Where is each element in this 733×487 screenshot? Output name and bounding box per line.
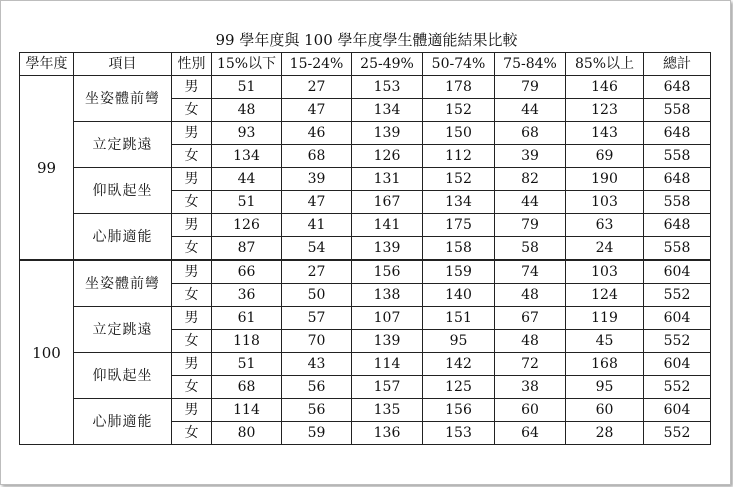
value-cell: 74 — [495, 260, 566, 284]
value-cell: 54 — [282, 237, 352, 261]
item-cell: 心肺適能 — [74, 214, 172, 261]
year-cell: 100 — [20, 260, 74, 445]
value-cell: 140 — [423, 284, 495, 307]
table-row — [20, 76, 711, 99]
value-cell: 79 — [495, 214, 566, 237]
sex-cell: 男 — [172, 399, 212, 422]
value-cell: 66 — [212, 260, 282, 284]
value-cell: 27 — [282, 260, 352, 284]
value-cell: 82 — [495, 168, 566, 191]
value-cell: 79 — [495, 76, 566, 99]
value-cell: 139 — [352, 237, 423, 261]
value-cell: 107 — [352, 307, 423, 330]
value-cell: 67 — [495, 307, 566, 330]
value-cell: 56 — [282, 399, 352, 422]
value-cell: 50 — [282, 284, 352, 307]
table-row — [20, 122, 711, 145]
total-cell: 558 — [644, 145, 711, 168]
value-cell: 123 — [566, 99, 644, 122]
total-cell: 558 — [644, 99, 711, 122]
value-cell: 139 — [352, 122, 423, 145]
value-cell: 47 — [282, 99, 352, 122]
value-cell: 44 — [495, 99, 566, 122]
total-cell: 552 — [644, 422, 711, 445]
header-cell: 85%以上 — [566, 53, 644, 76]
total-cell: 648 — [644, 76, 711, 99]
sex-cell: 女 — [172, 422, 212, 445]
value-cell: 143 — [566, 122, 644, 145]
value-cell: 27 — [282, 76, 352, 99]
value-cell: 175 — [423, 214, 495, 237]
sex-cell: 女 — [172, 330, 212, 353]
header-cell: 25-49% — [352, 53, 423, 76]
value-cell: 136 — [352, 422, 423, 445]
table-body — [20, 76, 711, 445]
header-cell: 總計 — [644, 53, 711, 76]
value-cell: 58 — [495, 237, 566, 261]
value-cell: 168 — [566, 353, 644, 376]
value-cell: 190 — [566, 168, 644, 191]
value-cell: 152 — [423, 168, 495, 191]
total-cell: 648 — [644, 214, 711, 237]
total-cell: 604 — [644, 260, 711, 284]
value-cell: 47 — [282, 191, 352, 214]
value-cell: 150 — [423, 122, 495, 145]
value-cell: 103 — [566, 260, 644, 284]
value-cell: 51 — [212, 76, 282, 99]
table-row — [20, 399, 711, 422]
table-row — [20, 353, 711, 376]
value-cell: 118 — [212, 330, 282, 353]
sex-cell: 女 — [172, 99, 212, 122]
value-cell: 70 — [282, 330, 352, 353]
table-row — [20, 168, 711, 191]
value-cell: 24 — [566, 237, 644, 261]
item-cell: 心肺適能 — [74, 399, 172, 445]
value-cell: 60 — [495, 399, 566, 422]
value-cell: 68 — [212, 376, 282, 399]
value-cell: 87 — [212, 237, 282, 261]
value-cell: 48 — [495, 330, 566, 353]
value-cell: 95 — [423, 330, 495, 353]
value-cell: 141 — [352, 214, 423, 237]
item-cell: 坐姿體前彎 — [74, 260, 172, 307]
value-cell: 68 — [282, 145, 352, 168]
value-cell: 64 — [495, 422, 566, 445]
value-cell: 69 — [566, 145, 644, 168]
sex-cell: 女 — [172, 284, 212, 307]
value-cell: 114 — [212, 399, 282, 422]
value-cell: 158 — [423, 237, 495, 261]
value-cell: 56 — [282, 376, 352, 399]
value-cell: 46 — [282, 122, 352, 145]
value-cell: 112 — [423, 145, 495, 168]
header-cell: 15-24% — [282, 53, 352, 76]
value-cell: 39 — [282, 168, 352, 191]
total-cell: 604 — [644, 399, 711, 422]
value-cell: 135 — [352, 399, 423, 422]
item-cell: 仰臥起坐 — [74, 353, 172, 399]
value-cell: 103 — [566, 191, 644, 214]
value-cell: 36 — [212, 284, 282, 307]
header-cell: 性別 — [172, 53, 212, 76]
value-cell: 167 — [352, 191, 423, 214]
value-cell: 72 — [495, 353, 566, 376]
value-cell: 51 — [212, 191, 282, 214]
header-cell: 15%以下 — [212, 53, 282, 76]
total-cell: 552 — [644, 284, 711, 307]
table-row — [20, 214, 711, 237]
value-cell: 159 — [423, 260, 495, 284]
value-cell: 178 — [423, 76, 495, 99]
value-cell: 44 — [495, 191, 566, 214]
header-cell: 學年度 — [20, 53, 74, 76]
value-cell: 28 — [566, 422, 644, 445]
value-cell: 80 — [212, 422, 282, 445]
value-cell: 146 — [566, 76, 644, 99]
sex-cell: 男 — [172, 122, 212, 145]
total-cell: 604 — [644, 307, 711, 330]
total-cell: 552 — [644, 376, 711, 399]
item-cell: 仰臥起坐 — [74, 168, 172, 214]
sex-cell: 男 — [172, 168, 212, 191]
value-cell: 134 — [423, 191, 495, 214]
fitness-comparison-table — [19, 52, 711, 445]
value-cell: 142 — [423, 353, 495, 376]
value-cell: 63 — [566, 214, 644, 237]
value-cell: 138 — [352, 284, 423, 307]
value-cell: 139 — [352, 330, 423, 353]
total-cell: 552 — [644, 330, 711, 353]
value-cell: 43 — [282, 353, 352, 376]
value-cell: 38 — [495, 376, 566, 399]
total-cell: 648 — [644, 168, 711, 191]
sex-cell: 女 — [172, 376, 212, 399]
value-cell: 126 — [352, 145, 423, 168]
value-cell: 157 — [352, 376, 423, 399]
value-cell: 153 — [423, 422, 495, 445]
sex-cell: 女 — [172, 237, 212, 261]
value-cell: 51 — [212, 353, 282, 376]
value-cell: 153 — [352, 76, 423, 99]
value-cell: 134 — [212, 145, 282, 168]
value-cell: 57 — [282, 307, 352, 330]
value-cell: 134 — [352, 99, 423, 122]
value-cell: 44 — [212, 168, 282, 191]
value-cell: 114 — [352, 353, 423, 376]
value-cell: 119 — [566, 307, 644, 330]
sex-cell: 男 — [172, 353, 212, 376]
value-cell: 125 — [423, 376, 495, 399]
sex-cell: 女 — [172, 145, 212, 168]
header-cell: 75-84% — [495, 53, 566, 76]
year-cell: 99 — [20, 76, 74, 261]
value-cell: 60 — [566, 399, 644, 422]
total-cell: 604 — [644, 353, 711, 376]
item-cell: 立定跳遠 — [74, 307, 172, 353]
value-cell: 95 — [566, 376, 644, 399]
value-cell: 41 — [282, 214, 352, 237]
table-title: 99 學年度與 100 學年度學生體適能結果比較 — [215, 31, 518, 49]
value-cell: 59 — [282, 422, 352, 445]
header-cell: 50-74% — [423, 53, 495, 76]
value-cell: 151 — [423, 307, 495, 330]
value-cell: 124 — [566, 284, 644, 307]
item-cell: 立定跳遠 — [74, 122, 172, 168]
value-cell: 93 — [212, 122, 282, 145]
value-cell: 68 — [495, 122, 566, 145]
sex-cell: 男 — [172, 76, 212, 99]
value-cell: 45 — [566, 330, 644, 353]
value-cell: 39 — [495, 145, 566, 168]
total-cell: 558 — [644, 191, 711, 214]
header-row — [20, 53, 711, 76]
value-cell: 156 — [423, 399, 495, 422]
value-cell: 152 — [423, 99, 495, 122]
value-cell: 126 — [212, 214, 282, 237]
sex-cell: 男 — [172, 307, 212, 330]
value-cell: 131 — [352, 168, 423, 191]
header-cell: 項目 — [74, 53, 172, 76]
total-cell: 558 — [644, 237, 711, 261]
value-cell: 156 — [352, 260, 423, 284]
sex-cell: 女 — [172, 191, 212, 214]
sex-cell: 男 — [172, 260, 212, 284]
value-cell: 48 — [212, 99, 282, 122]
total-cell: 648 — [644, 122, 711, 145]
item-cell: 坐姿體前彎 — [74, 76, 172, 122]
value-cell: 48 — [495, 284, 566, 307]
sex-cell: 男 — [172, 214, 212, 237]
value-cell: 61 — [212, 307, 282, 330]
table-row — [20, 260, 711, 284]
table-row — [20, 307, 711, 330]
